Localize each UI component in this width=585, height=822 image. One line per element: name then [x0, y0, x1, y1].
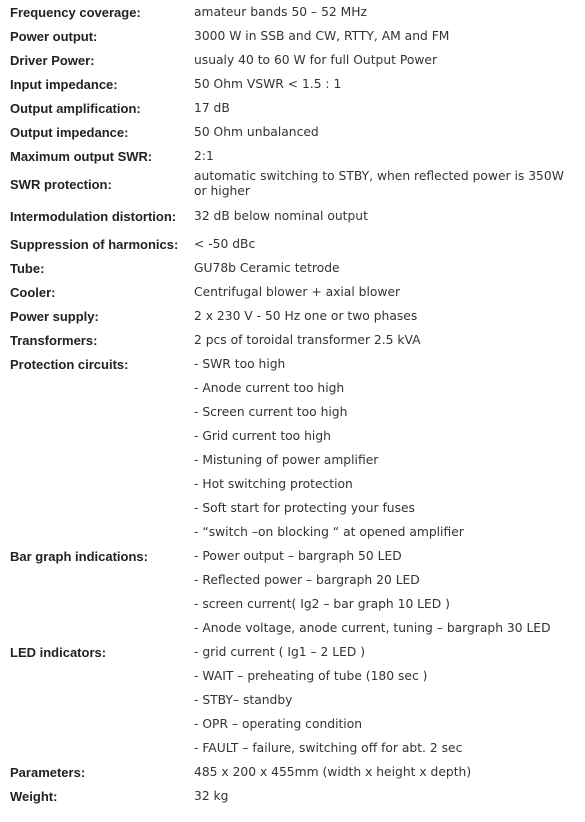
- spec-label: Weight:: [10, 788, 58, 804]
- spec-row-input-impedance: [10, 72, 580, 96]
- list-item: - Power output – bargraph 50 LED: [194, 548, 402, 563]
- spec-row-output-impedance: [10, 120, 580, 144]
- spec-row-power-supply: [10, 304, 580, 328]
- spec-value: < -50 dBc: [194, 236, 256, 251]
- spec-value: amateur bands 50 – 52 MHz: [194, 4, 367, 19]
- list-item: - Mistuning of power amplifier: [194, 452, 379, 467]
- list-item: - SWR too high: [194, 356, 286, 371]
- spec-row-swr-protection: [10, 168, 580, 200]
- spec-row-driver-power: [10, 48, 580, 72]
- spec-label: Intermodulation distortion:: [10, 208, 177, 224]
- spec-value: 32 dB below nominal output: [194, 208, 368, 223]
- spec-row-protection-item: [10, 472, 580, 496]
- spec-value: 50 Ohm unbalanced: [194, 124, 319, 139]
- spec-value: usualy 40 to 60 W for full Output Power: [194, 52, 438, 67]
- list-item: - OPR – operating condition: [194, 716, 363, 731]
- spec-row-protection-item: [10, 496, 580, 520]
- spec-row-bargraph-item: [10, 568, 580, 592]
- spec-row-maximum-swr: [10, 144, 580, 168]
- spec-row-led-item: [10, 688, 580, 712]
- spec-label: Output impedance:: [10, 124, 129, 140]
- spec-value: 2:1: [194, 148, 214, 163]
- spec-row-led-item: [10, 736, 580, 760]
- spec-label: SWR protection:: [10, 176, 112, 192]
- list-item: - WAIT – preheating of tube (180 sec ): [194, 668, 428, 683]
- spec-label: Transformers:: [10, 332, 98, 348]
- spec-label: Suppression of harmonics:: [10, 236, 179, 252]
- list-item: - STBY– standby: [194, 692, 293, 707]
- spec-value: 2 pcs of toroidal transformer 2.5 kVA: [194, 332, 421, 347]
- spec-row-tube: [10, 256, 580, 280]
- spec-row-parameters: [10, 760, 580, 784]
- spec-table: [10, 0, 580, 808]
- spec-label: Driver Power:: [10, 52, 95, 68]
- list-item: - grid current ( Ig1 – 2 LED ): [194, 644, 366, 659]
- spec-row-led-indicators: [10, 640, 580, 664]
- list-item: - Soft start for protecting your fuses: [194, 500, 415, 515]
- spec-row-protection-item: [10, 376, 580, 400]
- list-item: - Screen current too high: [194, 404, 348, 419]
- list-item: - screen current( Ig2 – bar graph 10 LED ): [194, 596, 450, 611]
- spec-row-bargraph: [10, 544, 580, 568]
- spec-label: Maximum output SWR:: [10, 148, 153, 164]
- list-item: - Anode current too high: [194, 380, 345, 395]
- spec-row-protection-item: [10, 448, 580, 472]
- spec-row-protection-item: [10, 400, 580, 424]
- spec-row-power-output: [10, 24, 580, 48]
- spec-label: Cooler:: [10, 284, 56, 300]
- spec-row-transformers: [10, 328, 580, 352]
- list-item: - Reflected power – bargraph 20 LED: [194, 572, 420, 587]
- spec-row-led-item: [10, 712, 580, 736]
- spec-label: Input impedance:: [10, 76, 118, 92]
- spec-row-output-amplification: [10, 96, 580, 120]
- spec-row-protection-item: [10, 424, 580, 448]
- spec-row-protection-circuits: [10, 352, 580, 376]
- spec-label: Parameters:: [10, 764, 86, 780]
- spec-label: Output amplification:: [10, 100, 141, 116]
- spec-value: automatic switching to STBY, when reflected power is 350W or higher: [194, 169, 564, 198]
- spec-row-bargraph-item: [10, 616, 580, 640]
- list-item: - Hot switching protection: [194, 476, 353, 491]
- spec-row-led-item: [10, 664, 580, 688]
- list-item: - Grid current too high: [194, 428, 331, 443]
- spec-value: 2 x 230 V - 50 Hz one or two phases: [194, 308, 418, 323]
- spec-row-weight: [10, 784, 580, 808]
- spec-value: 485 x 200 x 455mm (width x height x depth): [194, 764, 472, 779]
- spec-label: LED indicators:: [10, 644, 107, 660]
- spec-value: Centrifugal blower + axial blower: [194, 284, 401, 299]
- spec-value: 17 dB: [194, 100, 230, 115]
- spec-label: Protection circuits:: [10, 356, 129, 372]
- spec-value: 50 Ohm VSWR < 1.5 : 1: [194, 76, 342, 91]
- spec-row-protection-item: [10, 520, 580, 544]
- list-item: - “switch –on blocking “ at opened amplifier: [194, 524, 464, 539]
- spec-row-frequency: [10, 0, 580, 24]
- spec-row-cooler: [10, 280, 580, 304]
- spec-row-bargraph-item: [10, 592, 580, 616]
- spec-label: Frequency coverage:: [10, 4, 141, 20]
- spec-label: Power supply:: [10, 308, 99, 324]
- spec-row-intermodulation: [10, 200, 580, 232]
- spec-label: Tube:: [10, 260, 45, 276]
- list-item: - Anode voltage, anode current, tuning – bargraph 30 LED: [194, 620, 551, 635]
- spec-value: 32 kg: [194, 788, 229, 803]
- spec-label: Bar graph indications:: [10, 548, 148, 564]
- spec-row-harmonics: [10, 232, 580, 256]
- spec-value: GU78b Ceramic tetrode: [194, 260, 340, 275]
- spec-label: Power output:: [10, 28, 98, 44]
- spec-value: 3000 W in SSB and CW, RTTY, AM and FM: [194, 28, 450, 43]
- list-item: - FAULT – failure, switching off for abt. 2 sec: [194, 740, 463, 755]
